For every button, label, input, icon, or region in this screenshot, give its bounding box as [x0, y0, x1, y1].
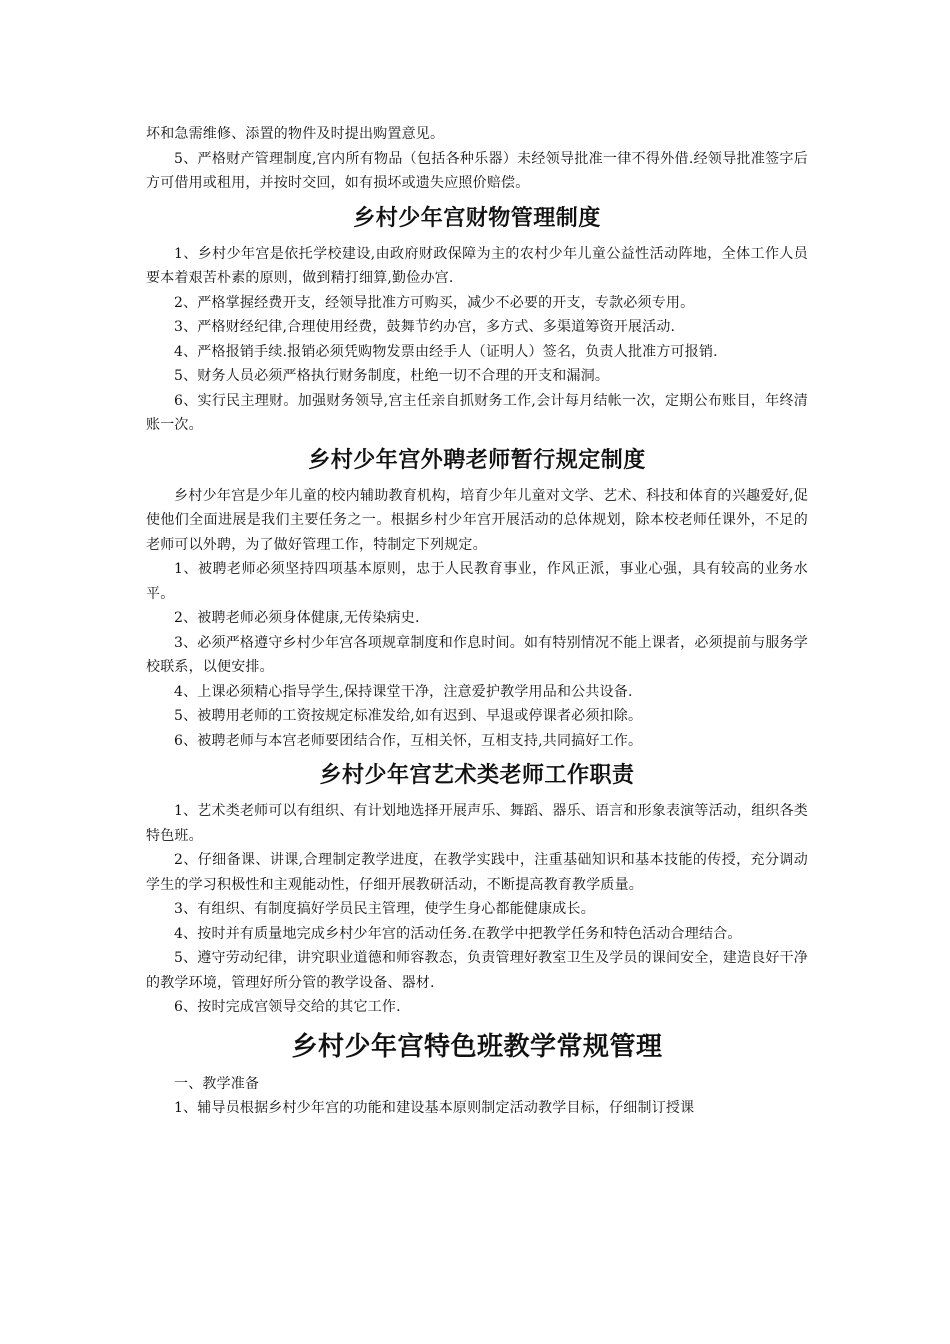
list-item: 2、被聘老师必须身体健康,无传染病史. [174, 610, 420, 626]
section-title: 乡村少年宫财物管理制度 [353, 205, 601, 231]
list-item: 4、上课必须精心指导学生,保持课堂干净，注意爱护教学用品和公共设备. [174, 683, 633, 700]
list-item: 一、教学准备 [174, 1075, 260, 1092]
list-item: 5、遵守劳动纪律，讲究职业道德和师容教态，负责管理好教室卫生及学员的课间安全，建造良好干净的教学环境，管理好所分管的教学设备、器材. [146, 950, 808, 991]
section-title: 乡村少年宫艺术类老师工作职责 [319, 763, 635, 788]
list-item: 2、仔细备课、讲课,合理制定教学进度，在教学实践中，注重基础知识和基本技能的传授，充分调动学生的学习积极性和主观能动性，仔细开展教研活动，不断提高教育教学质量。 [146, 852, 808, 893]
list-item: 5、被聘用老师的工资按规定标准发给,如有迟到、早退或停课者必须扣除。 [174, 708, 643, 724]
list-item: 3、有组织、有制度搞好学员民主管理，使学生身心都能健康成长。 [174, 901, 595, 917]
list-item: 4、严格报销手续.报销必须凭购物发票由经手人（证明人）签名，负责人批准方可报销. [174, 343, 718, 360]
list-item: 6、实行民主理财。加强财务领导,宫主任亲自抓财务工作,会计每月结帐一次，定期公布账目，年终清账一次。 [146, 392, 808, 433]
list-item: 6、按时完成宫领导交给的其它工作. [174, 999, 401, 1015]
list-item: 2、严格掌握经费开支，经领导批准方可购买，减少不必要的开支，专款必须专用。 [174, 294, 695, 311]
list-item: 6、被聘老师与本宫老师要团结合作，互相关怀，互相支持,共同搞好工作。 [174, 732, 643, 749]
section-title: 乡村少年宫外聘老师暂行规定制度 [308, 447, 646, 473]
list-item: 3、严格财经纪律,合理使用经费，鼓舞节约办宫，多方式、多渠道筹资开展活动. [174, 319, 676, 335]
list-item: 5、财务人员必须严格执行财务制度，杜绝一切不合理的开支和漏洞。 [174, 368, 610, 384]
list-item: 1、辅导员根据乡村少年宫的功能和建设基本原则制定活动教学目标，仔细制订授课 [174, 1100, 695, 1116]
list-item: 1、乡村少年宫是依托学校建设,由政府财政保障为主的农村少年儿童公益性活动阵地，全体工作人员要本着艰苦朴素的原则，做到精打细算,勤俭办宫. [146, 245, 808, 286]
paragraph: 5、严格财产管理制度,宫内所有物品（包括各种乐器）未经领导批准一律不得外借.经领导批准签字后方可借用或租用，并按时交回，如有损坏或遗失应照价赔偿。 [146, 150, 808, 191]
list-item: 4、按时并有质量地完成乡村少年宫的活动任务.在教学中把教学任务和特色活动合理结合。 [174, 925, 742, 942]
list-item: 乡村少年宫是少年儿童的校内辅助教育机构，培育少年儿童对文学、艺术、科技和体育的兴趣爱好,促使他们全面进展是我们主要任务之一。根据乡村少年宫开展活动的总体规划，除本校老师任课外，不足的老师可以外聘，为了做好管理工作，特制定下列规定。 [146, 487, 808, 553]
list-item: 3、必须严格遵守乡村少年宫各项规章制度和作息时间。如有特别情况不能上课者，必须提前与服务学校联系，以便安排。 [146, 634, 808, 675]
paragraph: 坏和急需维修、添置的物件及时提出购置意见。 [146, 126, 445, 142]
list-item: 1、被聘老师必须坚持四项基本原则，忠于人民教育事业，作风正派，事业心强，具有较高的业务水平。 [146, 561, 808, 602]
document-body [146, 122, 808, 1121]
section-title: 乡村少年宫特色班教学常规管理 [291, 1031, 663, 1062]
list-item: 1、艺术类老师可以有组织、有计划地选择开展声乐、舞蹈、器乐、语言和形象表演等活动，组织各类特色班。 [146, 803, 808, 844]
